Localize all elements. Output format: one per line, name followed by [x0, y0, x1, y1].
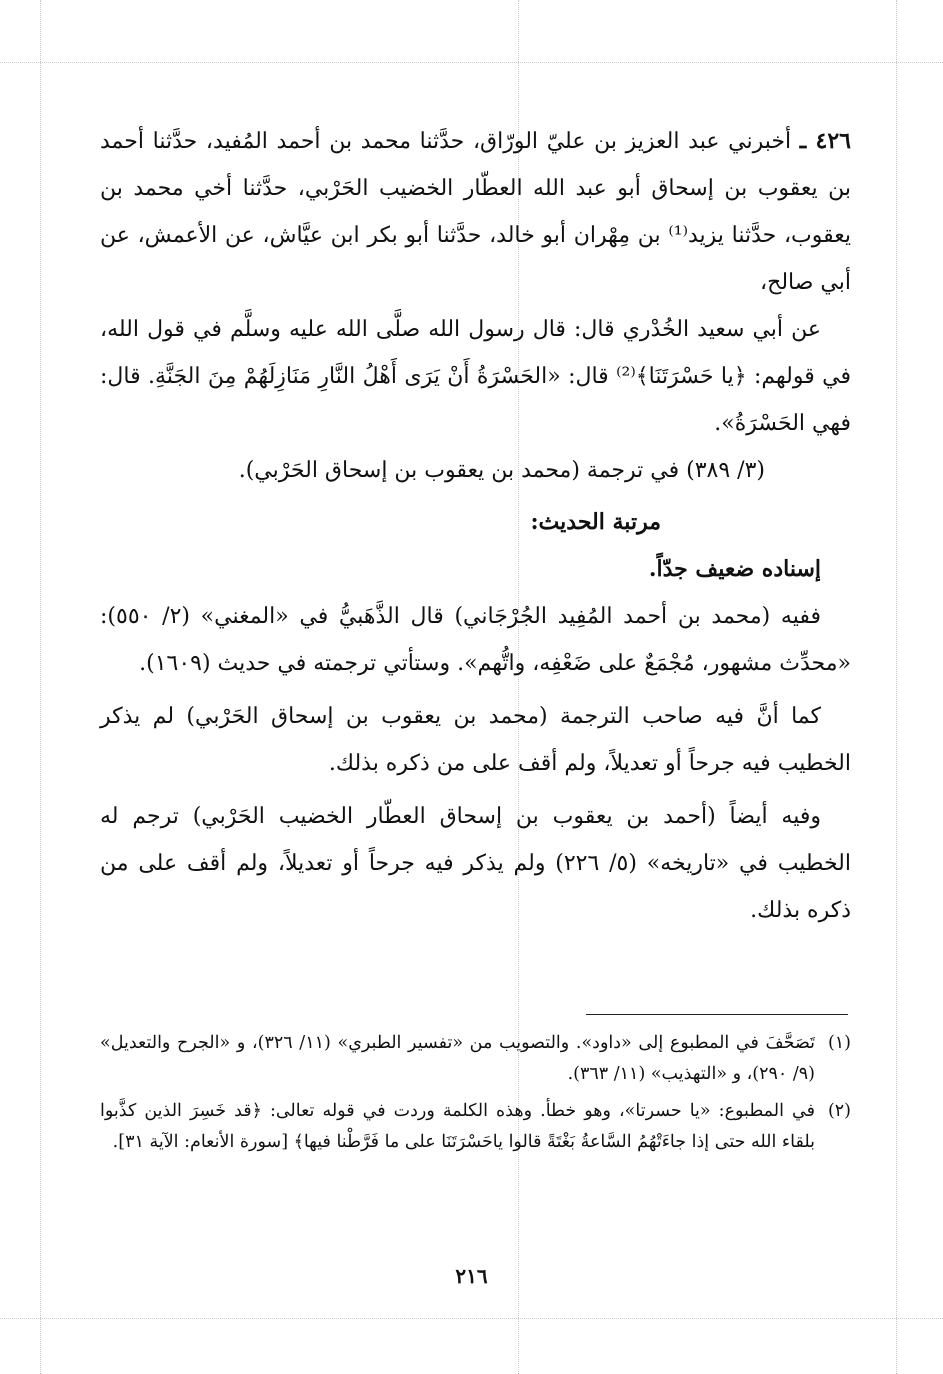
scan-guide-line	[40, 0, 41, 1374]
footnote	[100, 1096, 851, 1158]
footnote-text: تَصَحَّفَ في المطبوع إلى «داود». والتصويب من «تفسير الطبري» (١١/ ٣٢٦)، و «الجرح والتعديل» (٩/ ٢٩٠)، و «التهذيب» (١١/ ٣٦٣).	[100, 1033, 815, 1084]
grade-verdict: إسناده ضعيف جدّاً.	[648, 556, 821, 582]
footnotes	[100, 1028, 851, 1164]
hadith-isnad	[100, 118, 851, 306]
isnad-text: أخبرني عبد العزيز بن عليّ الورّاق، حدَّثنا محمد بن أحمد المُفيد، حدَّثنا أحمد بن يعقوب بن إسحاق أبو عبد الله العطّار الخضيب الحَرْبي، حدَّثنا أخي محمد بن يعقوب، حدَّثنا يزيد⁽¹⁾ بن مِهْران أبو خالد، حدَّثنا أبو بكر ابن عيَّاش، عن الأعمش، عن أبي صالح،	[100, 129, 851, 295]
section-heading: مرتبة الحديث:	[530, 509, 661, 535]
hadith-number: ٤٢٦ ـ	[799, 128, 851, 154]
scan-guide-line	[0, 62, 943, 63]
hadith-source: (٣/ ٣٨٩) في ترجمة (محمد بن يعقوب بن إسحاق الحَرْبي).	[238, 458, 765, 483]
footnote-number: (٢)	[827, 1101, 851, 1121]
footnote-divider	[586, 1014, 848, 1015]
page-number: ٢١٦	[455, 1264, 488, 1288]
scan-guide-line	[0, 1318, 943, 1319]
grade-paragraph: وفيه أيضاً (أحمد بن يعقوب بن إسحاق العطّار الخضيب الحَرْبي) ترجم له الخطيب في «تاريخه» (٥/ ٢٢٦) ولم يذكر فيه جرحاً أو تعديلاً، ولم أقف على من ذكره بذلك.	[100, 804, 851, 923]
hadith-matn: عن أبي سعيد الخُدْري قال: قال رسول الله صلَّى الله عليه وسلَّم في قول الله، في قولهم: ﴿يا حَسْرَتَنَا﴾⁽²⁾ قال: «الحَسْرَةُ أَنْ يَرَى أَهْلُ النَّارِ مَنَازِلَهُمْ مِنَ الجَنَّةِ. قال: فهي الحَسْرَةُ».	[100, 317, 852, 436]
footnote-number: (١)	[827, 1033, 851, 1053]
footnote-text: في المطبوع: «يا حسرتا»، وهو خطأ. وهذه الكلمة وردت في قوله تعالى: ﴿قد خَسِرَ الذين كذَّبوا بلقاء الله حتى إذا جاءَتْهُمُ السَّاعةُ بَغْتَةً قالوا ياحَسْرَتَنَا على ما فَرَّطْنا فيها﴾ [سورة الأنعام: الآية ٣١].	[100, 1101, 815, 1152]
grade-paragraph: ففيه (محمد بن أحمد المُفِيد الجُرْجَاني) قال الذَّهَبيُّ في «المغني» (٢/ ٥٥٠): «محدِّث مشهور، مُجْمَعٌ على ضَعْفِه، واتُّهم». وستأتي ترجمته في حديث (١٦٠٩).	[100, 604, 851, 676]
scan-guide-line	[896, 0, 897, 1374]
footnote	[100, 1028, 851, 1090]
main-text	[100, 118, 851, 934]
grade-paragraph: كما أنَّ فيه صاحب الترجمة (محمد بن يعقوب بن إسحاق الحَرْبي) لم يذكر الخطيب فيه جرحاً أو تعديلاً، ولم أقف على من ذكره بذلك.	[100, 704, 851, 776]
